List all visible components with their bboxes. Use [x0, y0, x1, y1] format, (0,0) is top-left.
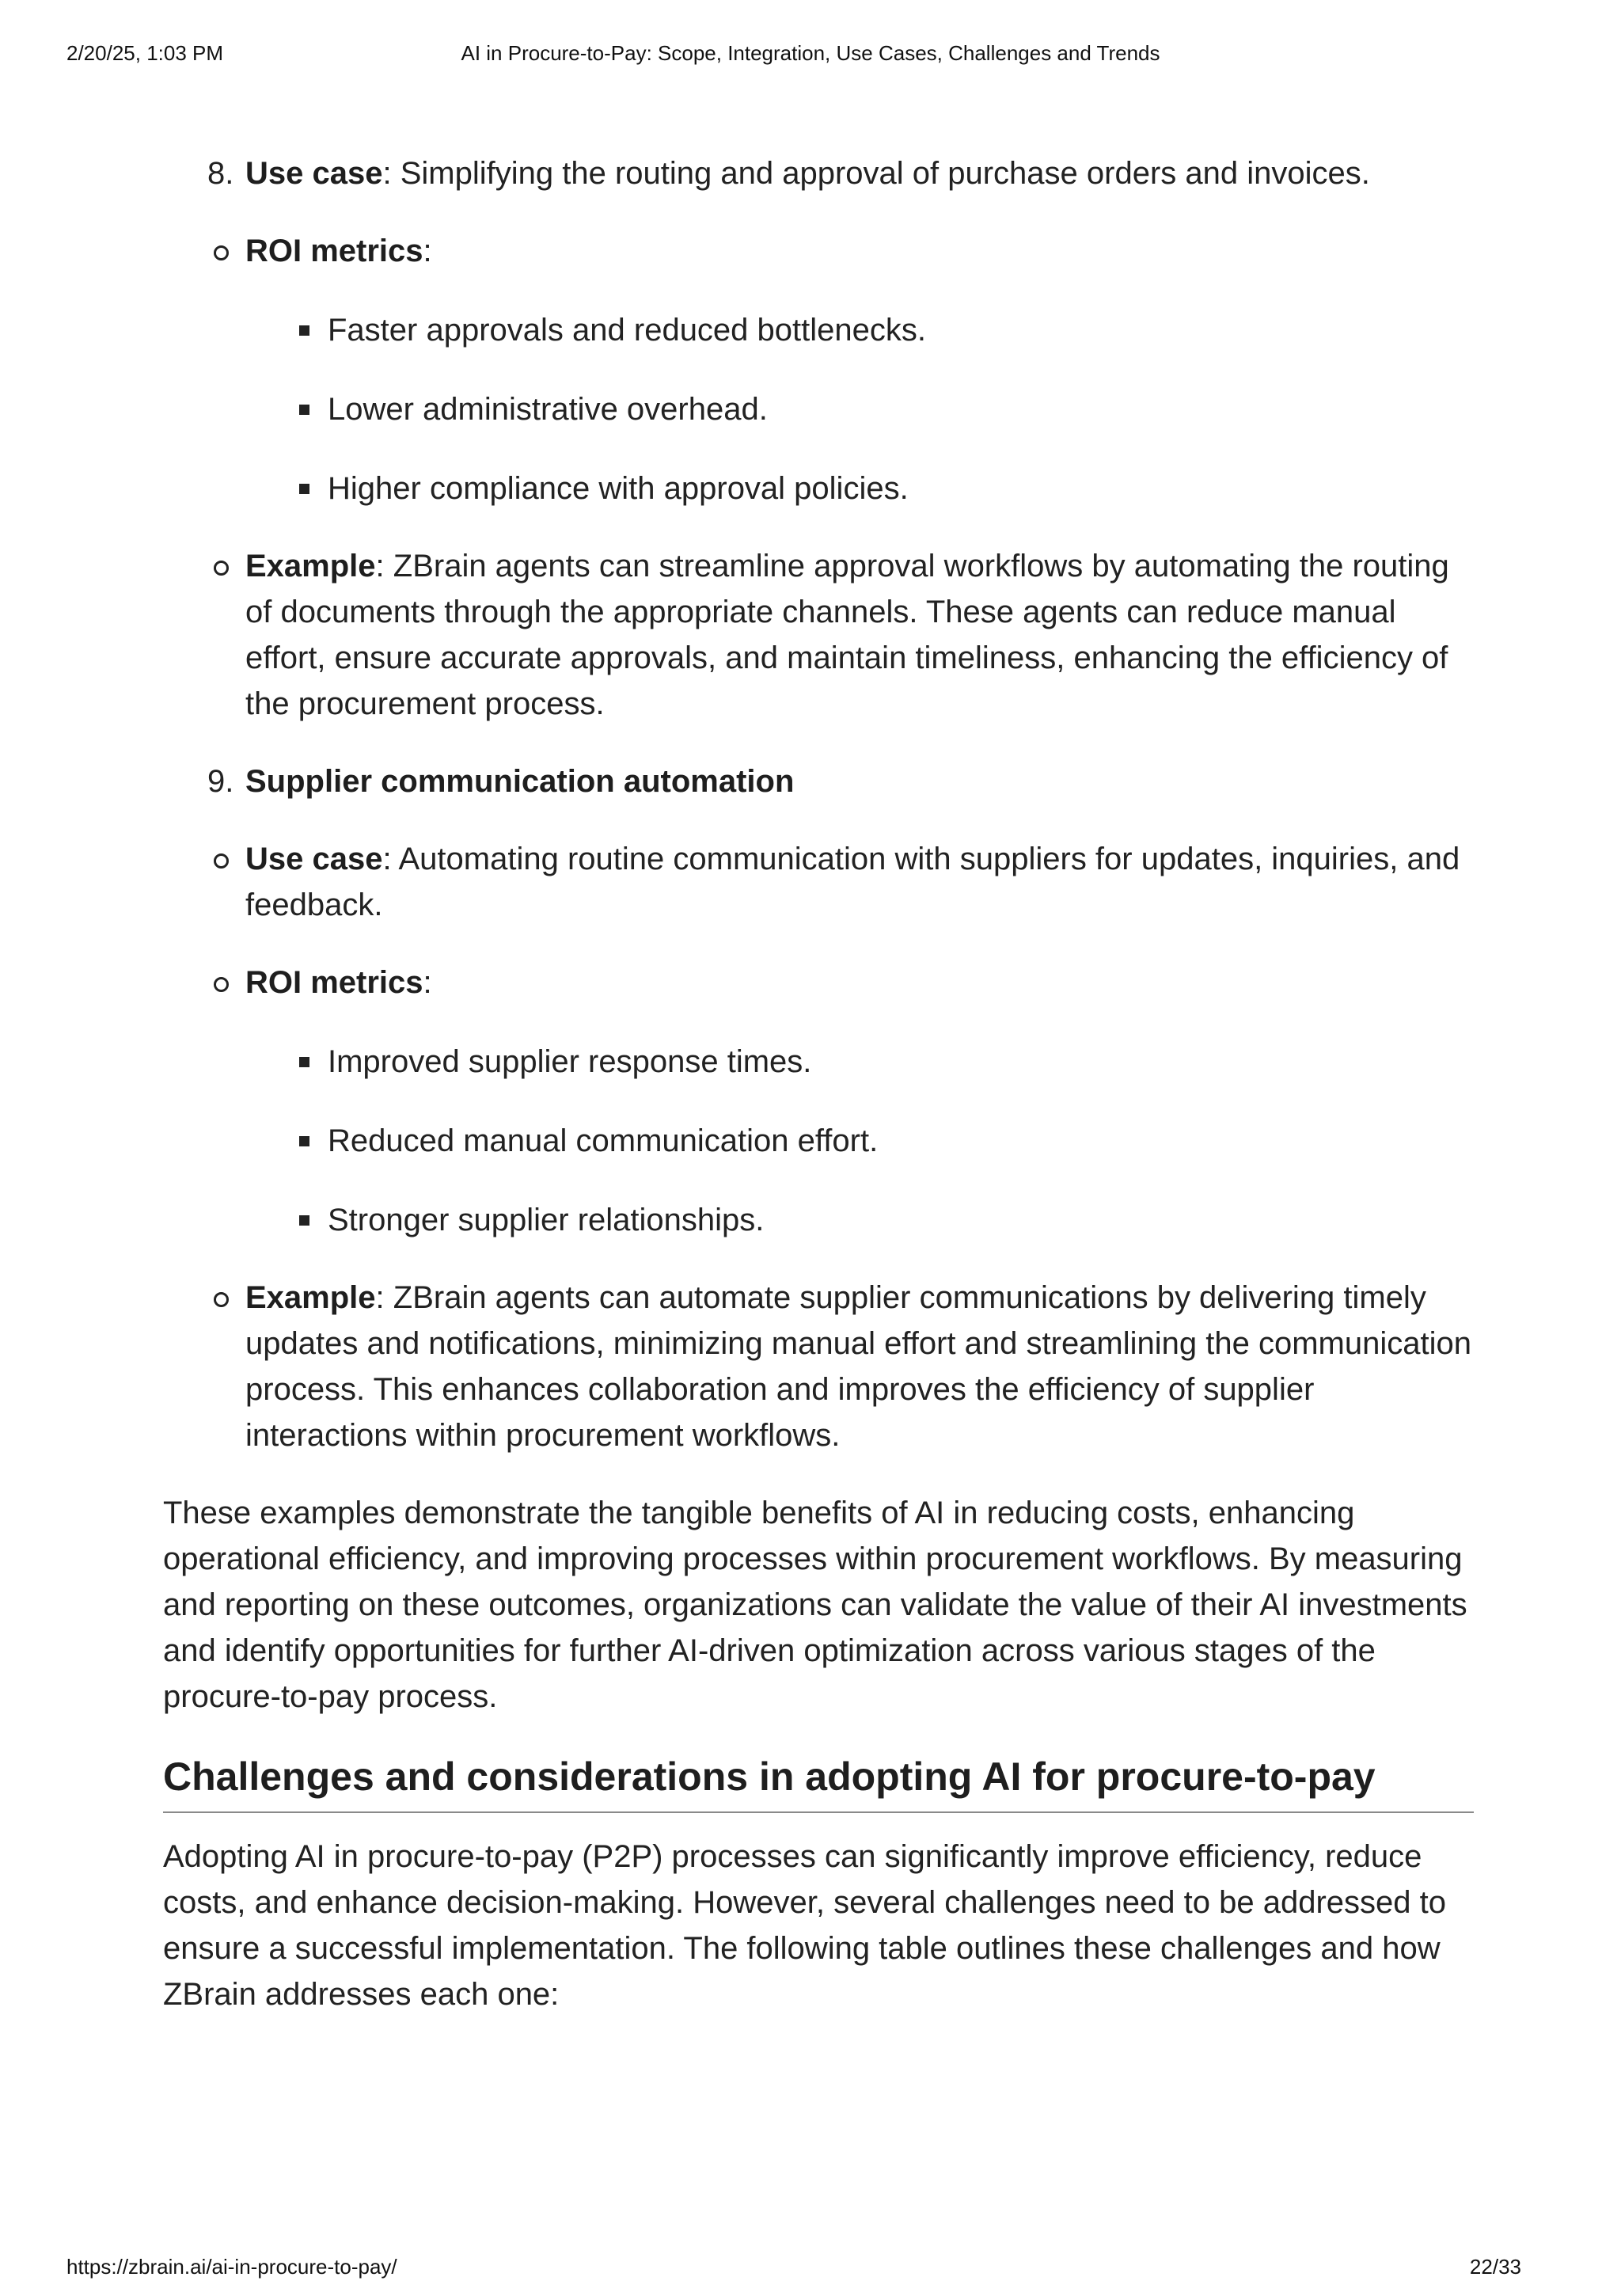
usecase-item [245, 836, 1474, 928]
list-item [245, 1197, 1474, 1243]
square-bullet-icon [299, 405, 309, 415]
sub-list [245, 228, 1474, 727]
usecase-text: : Automating routine communication with suppliers for updates, inquiries, and feedback. [245, 842, 1460, 922]
sub-list [245, 836, 1474, 1458]
example-label: Example [245, 1280, 376, 1315]
square-bullet-icon [299, 1057, 309, 1067]
section-heading: Challenges and considerations in adopting AI for procure-to-pay [163, 1751, 1474, 1813]
item-title [245, 758, 1474, 804]
list-item-8 [163, 150, 1474, 727]
square-bullet-icon [299, 325, 309, 336]
square-bullet-icon [299, 484, 309, 494]
list-item [245, 307, 1474, 353]
roi-colon: : [423, 234, 432, 268]
example-item [245, 1275, 1474, 1458]
roi-item-text: Reduced manual communication effort. [328, 1123, 879, 1158]
example-text: : ZBrain agents can automate supplier communications by delivering timely updates and notifications, minimizing manual effort and streamlining the communication process. This enhances collaboration and improves the efficiency of supplier interactions within procurement workflows. [245, 1280, 1471, 1453]
roi-item-text: Improved supplier response times. [328, 1044, 812, 1079]
usecase-label: Use case [245, 156, 383, 191]
page-number: 22/33 [1469, 2255, 1521, 2279]
roi-item-text: Lower administrative overhead. [328, 392, 768, 427]
example-text: : ZBrain agents can streamline approval workflows by automating the routing of documents through the appropriate channels. These agents can reduce manual effort, ensure accurate approvals, and maintain timeliness, enhancing the efficiency of the procurement process. [245, 549, 1449, 721]
hollow-bullet-icon [214, 245, 229, 260]
item-title-text: Supplier communication automation [245, 764, 795, 799]
list-item [245, 1039, 1474, 1085]
hollow-bullet-icon [214, 561, 229, 576]
list-item [245, 466, 1474, 511]
roi-metrics-item [245, 960, 1474, 1243]
list-item [245, 386, 1474, 432]
article-content [163, 150, 1474, 2017]
print-doc-title: AI in Procure-to-Pay: Scope, Integration, Use Cases, Challenges and Trends [461, 41, 1160, 65]
usecase-label: Use case [245, 842, 383, 876]
hollow-bullet-icon [214, 1292, 229, 1307]
list-number: 8. [207, 156, 234, 191]
print-datetime: 2/20/25, 1:03 PM [66, 41, 224, 65]
example-label: Example [245, 549, 376, 584]
roi-label: ROI metrics [245, 234, 423, 268]
example-item [245, 543, 1474, 727]
section-intro-paragraph: Adopting AI in procure-to-pay (P2P) processes can significantly improve efficiency, reduce costs, and enhance decision-making. However, several challenges need to be addressed to ensure a successful implementation. The following table outlines these challenges and how ZBrain addresses each one: [163, 1839, 1446, 2012]
print-header [0, 41, 1621, 70]
roi-colon: : [423, 965, 432, 1000]
square-bullet-icon [299, 1136, 309, 1146]
roi-list [245, 307, 1474, 511]
roi-label: ROI metrics [245, 965, 423, 1000]
list-item-9 [163, 758, 1474, 1458]
hollow-bullet-icon [214, 977, 229, 992]
roi-item-text: Higher compliance with approval policies. [328, 471, 909, 506]
usecase-text: : Simplifying the routing and approval of purchase orders and invoices. [382, 156, 1370, 191]
roi-item-text: Faster approvals and reduced bottlenecks. [328, 313, 926, 348]
print-url: https://zbrain.ai/ai-in-procure-to-pay/ [66, 2255, 397, 2279]
roi-list [245, 1039, 1474, 1243]
usecase-line [245, 150, 1474, 196]
square-bullet-icon [299, 1215, 309, 1226]
print-footer [0, 2255, 1621, 2296]
hollow-bullet-icon [214, 853, 229, 869]
list-item [245, 1118, 1474, 1164]
summary-paragraph: These examples demonstrate the tangible benefits of AI in reducing costs, enhancing operational efficiency, and improving processes within procurement workflows. By measuring and reporting on these outcomes, organizations can validate the value of their AI investments and identify opportunities for further AI-driven optimization across various stages of the procure-to-pay process. [163, 1496, 1467, 1714]
roi-item-text: Stronger supplier relationships. [328, 1203, 765, 1237]
roi-metrics-item [245, 228, 1474, 511]
list-number: 9. [207, 764, 234, 799]
